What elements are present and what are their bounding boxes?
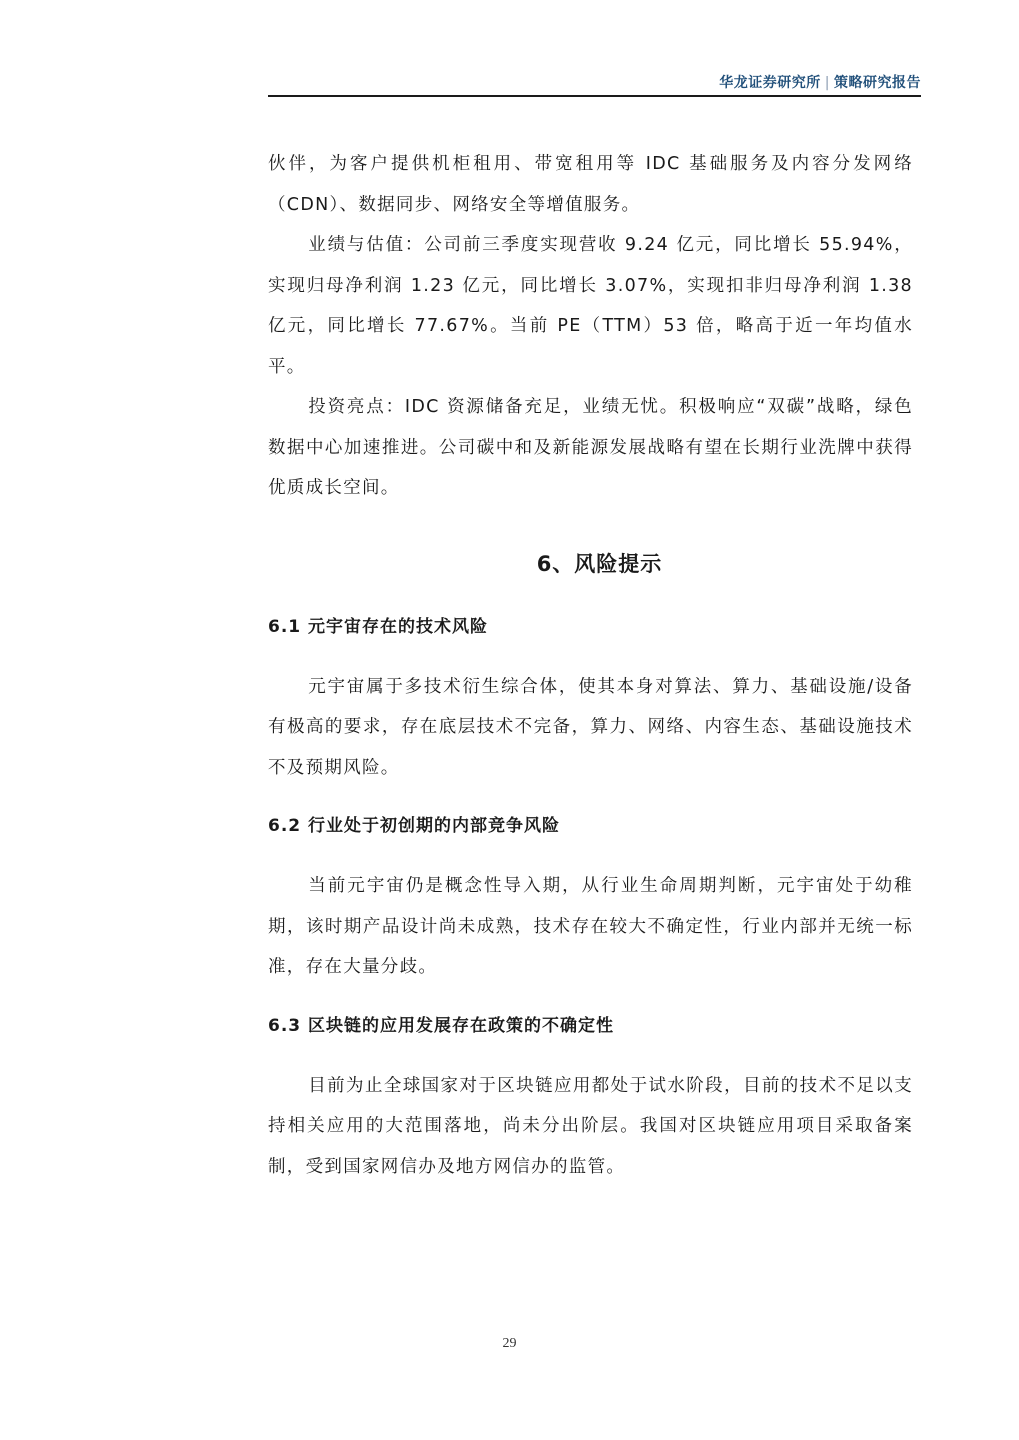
header-rule: [268, 95, 921, 97]
spacer: [268, 647, 913, 667]
intro-paragraph-performance: 业绩与估值：公司前三季度实现营收 9.24 亿元，同比增长 55.94%，实现归母净利润 1.23 亿元，同比增长 3.07%，实现扣非归母净利润 1.38 亿元，同比增长 77.67%。当前 PE（TTM）53 倍，略高于近一年均值水平。: [268, 235, 913, 377]
header-report-type: 策略研究报告: [834, 75, 921, 91]
spacer: [268, 1046, 913, 1066]
subsection-text-6-2: 当前元宇宙仍是概念性导入期，从行业生命周期判断，元宇宙处于幼稚期，该时期产品设计尚未成熟，技术存在较大不确定性，行业内部并无统一标准，存在大量分歧。: [268, 876, 913, 977]
intro-paragraph-highlights: 投资亮点：IDC 资源储备充足，业绩无忧。积极响应“双碳”战略，绿色数据中心加速推进。公司碳中和及新能源发展战略有望在长期行业洗牌中获得优质成长空间。: [268, 397, 913, 498]
intro-paragraph-continuation: 伙伴，为客户提供机柜租用、带宽租用等 IDC 基础服务及内容分发网络（CDN）、数据同步、网络安全等增值服务。: [268, 154, 913, 215]
page-number: 29: [502, 1336, 517, 1351]
subsection-title-6-3: 6.3 区块链的应用发展存在政策的不确定性: [268, 1015, 615, 1036]
spacer: [268, 846, 913, 866]
subsection-text-6-3: 目前为止全球国家对于区块链应用都处于试水阶段，目前的技术不足以支持相关应用的大范围落地，尚未分出阶层。我国对区块链应用项目采取备案制，受到国家网信办及地方网信办的监管。: [268, 1075, 913, 1177]
header-org: 华龙证券研究所: [719, 75, 821, 91]
subsection-title-6-2: 6.2 行业处于初创期的内部竞争风险: [268, 816, 561, 836]
page-header: [268, 72, 921, 94]
subsection-title-6-1: 6.1 元宇宙存在的技术风险: [268, 616, 489, 637]
subsection-text-6-1: 元宇宙属于多技术衍生综合体，使其本身对算法、算力、基础设施/设备有极高的要求，存在底层技术不完备，算力、网络、内容生态、基础设施技术不及预期风险。: [268, 676, 913, 778]
page-content: [268, 144, 913, 1187]
header-separator: |: [824, 75, 830, 91]
section-title-risk: 6、风险提示: [536, 551, 663, 576]
